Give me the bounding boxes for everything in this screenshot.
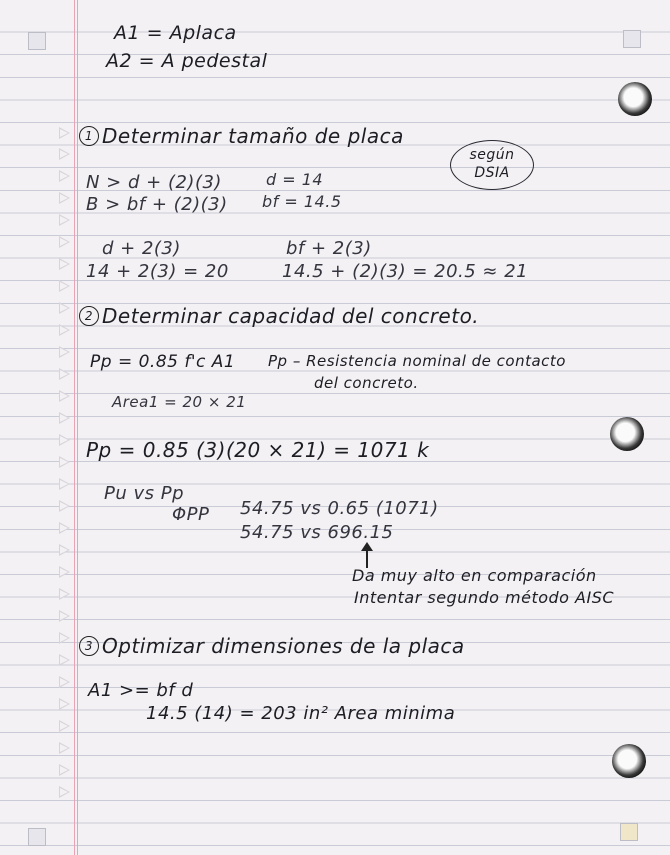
scanner-mark-icon	[623, 30, 641, 48]
step-2-definition-1: Pp – Resistencia nominal de contacto	[268, 352, 566, 370]
step-2-formula: Pp = 0.85 f'c A1	[90, 352, 236, 372]
step-2-compare-line-2: 54.75 vs 696.15	[240, 522, 394, 543]
margin-marker	[59, 632, 70, 644]
margin-marker	[59, 302, 70, 314]
step-2-number	[79, 306, 99, 326]
margin-marker	[59, 412, 70, 424]
margin-marker	[59, 522, 70, 534]
header-line-1: A1 = Aplaca	[114, 22, 237, 44]
margin-marker	[59, 610, 70, 622]
margin-marker	[59, 500, 70, 512]
step-3-title: Optimizar dimensiones de la placa	[102, 634, 465, 658]
scanner-mark-icon	[28, 32, 46, 50]
scanner-mark-icon	[28, 828, 46, 846]
margin-marker	[59, 588, 70, 600]
step-1-note: según DSIA	[469, 147, 515, 181]
step-1-number-text: 1	[84, 129, 94, 143]
margin-marker	[59, 368, 70, 380]
scanner-mark-icon	[620, 823, 638, 841]
step-3-line-1: A1 >= bf d	[88, 680, 194, 701]
step-1-line-1: N > d + (2)(3)	[86, 172, 222, 193]
margin-marker	[59, 148, 70, 160]
step-1-line-8: 14.5 + (2)(3) = 20.5 ≈ 21	[282, 261, 529, 282]
step-2-title: Determinar capacidad del concreto.	[102, 304, 480, 328]
margin-marker	[59, 236, 70, 248]
margin-marker	[59, 654, 70, 666]
margin-marker	[59, 742, 70, 754]
binder-hole	[610, 417, 644, 451]
margin-marker	[59, 192, 70, 204]
margin-marker	[59, 786, 70, 798]
margin-line	[74, 0, 75, 855]
binder-hole	[612, 744, 646, 778]
step-2-result: Pp = 0.85 (3)(20 × 21) = 1071 k	[86, 438, 430, 462]
margin-marker	[59, 456, 70, 468]
step-1-title: Determinar tamaño de placa	[102, 124, 404, 148]
margin-marker	[59, 324, 70, 336]
step-3-line-2: 14.5 (14) = 203 in² Area minima	[146, 703, 456, 724]
margin-marker	[59, 764, 70, 776]
margin-marker	[59, 566, 70, 578]
step-2-compare-label-1: Pu vs Pp	[104, 483, 185, 504]
step-1-line-4: bf = 14.5	[262, 192, 342, 211]
margin-marker	[59, 676, 70, 688]
margin-marker	[59, 280, 70, 292]
step-2-definition-2: del concreto.	[314, 374, 419, 392]
step-2-comment-1: Da muy alto en comparación	[352, 566, 597, 585]
margin-marker	[59, 214, 70, 226]
margin-marker	[59, 258, 70, 270]
step-1-line-6: 14 + 2(3) = 20	[86, 261, 229, 282]
step-2-area: Area1 = 20 × 21	[112, 393, 247, 411]
margin-marker	[59, 698, 70, 710]
step-2-compare-line-1: 54.75 vs 0.65 (1071)	[240, 498, 439, 519]
step-1-number	[79, 126, 99, 146]
header-line-2: A2 = A pedestal	[106, 50, 268, 72]
step-1-line-5: d + 2(3)	[102, 238, 181, 259]
margin-line	[77, 0, 78, 855]
step-1-line-3: d = 14	[266, 170, 324, 189]
margin-marker	[59, 346, 70, 358]
step-1-line-7: bf + 2(3)	[286, 238, 372, 259]
step-2-number-text: 2	[84, 309, 94, 323]
step-2-compare-label-2: ΦPP	[172, 504, 210, 525]
binder-hole	[618, 82, 652, 116]
margin-marker	[59, 390, 70, 402]
step-3-number-text: 3	[84, 639, 94, 653]
margin-marker	[59, 544, 70, 556]
margin-marker	[59, 434, 70, 446]
margin-marker	[59, 170, 70, 182]
margin-marker	[59, 478, 70, 490]
step-3-number	[79, 636, 99, 656]
margin-marker	[59, 720, 70, 732]
step-2-comment-2: Intentar segundo método AISC	[354, 588, 615, 607]
margin-marker	[59, 127, 70, 139]
step-1-line-2: B > bf + (2)(3)	[86, 194, 228, 215]
arrow-up-icon	[366, 548, 368, 568]
